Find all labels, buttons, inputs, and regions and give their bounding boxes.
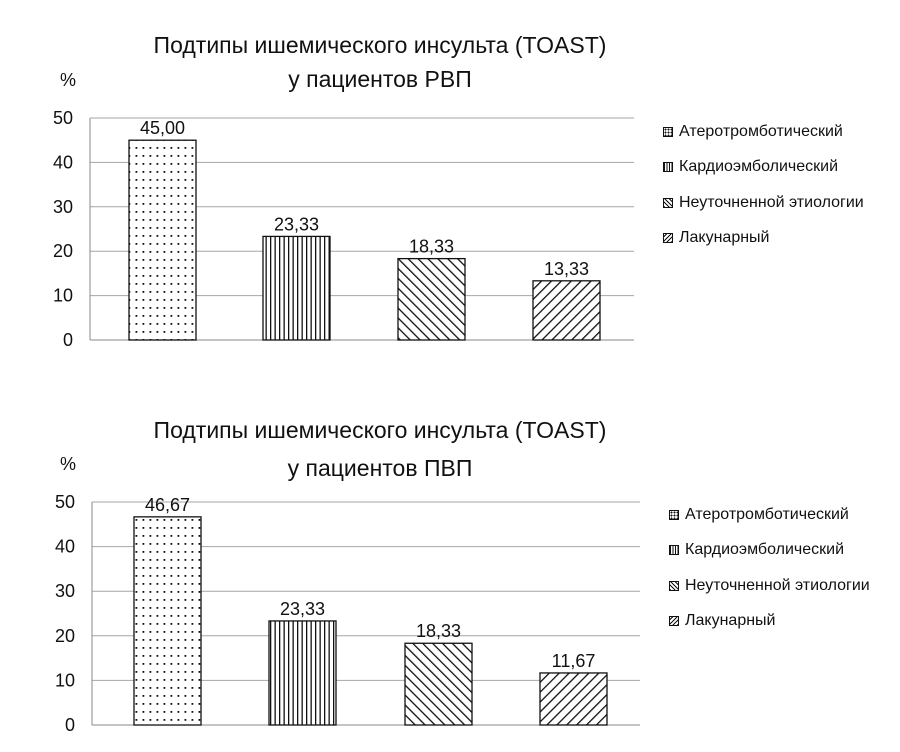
legend-swatch-dots — [669, 510, 679, 520]
data-label: 11,67 — [551, 650, 596, 671]
legend-label: Атеротромботический — [685, 505, 849, 523]
data-label: 23,33 — [273, 214, 320, 235]
bar-bdiag — [405, 643, 472, 725]
data-label: 46,67 — [144, 494, 191, 515]
legend-swatch-vertical — [663, 162, 673, 172]
y-axis-label: % — [59, 70, 77, 90]
data-label: 18,33 — [408, 236, 455, 257]
data-label: 13,33 — [543, 258, 590, 279]
legend-swatch-vertical — [669, 545, 679, 555]
legend-label: Кардиоэмболический — [679, 158, 838, 176]
bar-bdiag — [398, 259, 465, 340]
legend-swatch-back-diagonal — [669, 581, 679, 591]
legend-item-atherothrombotic — [663, 114, 864, 150]
chart-title-line-2: у пациентов РВП — [288, 66, 472, 92]
legend-item-undetermined — [669, 568, 870, 604]
y-tick-label: 50 — [52, 108, 73, 128]
y-tick-label: 30 — [54, 581, 75, 602]
bar-fdiag — [533, 281, 600, 340]
y-tick-label: 0 — [62, 330, 73, 350]
y-tick-label: 20 — [52, 241, 73, 262]
data-label: 18,33 — [415, 621, 462, 642]
chart-pvp — [0, 380, 900, 752]
legend-item-undetermined — [663, 185, 864, 221]
legend-label: Лакунарный — [679, 229, 770, 247]
chart-title-line-1: Подтипы ишемического инсульта (TOAST) — [153, 417, 607, 443]
y-tick-label: 10 — [54, 670, 75, 691]
y-tick-label: 0 — [64, 715, 75, 735]
legend-label: Атеротромботический — [679, 122, 843, 140]
chart-legend — [669, 497, 870, 639]
legend-swatch-back-diagonal — [663, 198, 673, 208]
legend-swatch-forward-diagonal — [669, 616, 679, 626]
y-tick-label: 40 — [52, 152, 73, 173]
bar-vert — [263, 236, 330, 340]
chart-legend — [663, 114, 864, 256]
y-tick-label: 40 — [54, 536, 75, 557]
y-tick-label: 30 — [52, 196, 73, 217]
chart-title-line-2: у пациентов ПВП — [287, 455, 473, 481]
bar-dots — [134, 517, 201, 725]
y-axis-label: % — [59, 454, 77, 474]
chart-rvp — [0, 0, 900, 370]
legend-swatch-forward-diagonal — [663, 233, 673, 243]
bar-vert — [269, 621, 336, 725]
legend-item-atherothrombotic — [669, 497, 870, 533]
legend-swatch-dots — [663, 127, 673, 137]
bar-fdiag — [540, 673, 607, 725]
y-tick-label: 20 — [54, 625, 75, 646]
legend-item-cardioembolic — [663, 150, 864, 186]
legend-label: Неуточненной этиологии — [679, 193, 864, 211]
data-label: 23,33 — [279, 598, 326, 619]
legend-item-lacunar — [669, 604, 870, 640]
chart-title-line-1: Подтипы ишемического инсульта (TOAST) — [153, 32, 607, 58]
bar-dots — [129, 140, 196, 340]
legend-label: Кардиоэмболический — [685, 541, 844, 559]
legend-label: Лакунарный — [685, 612, 776, 630]
legend-item-lacunar — [663, 221, 864, 257]
data-label: 45,00 — [139, 118, 186, 139]
y-tick-label: 10 — [52, 285, 73, 306]
legend-item-cardioembolic — [669, 533, 870, 569]
legend-label: Неуточненной этиологии — [685, 576, 870, 594]
y-tick-label: 50 — [54, 492, 75, 512]
